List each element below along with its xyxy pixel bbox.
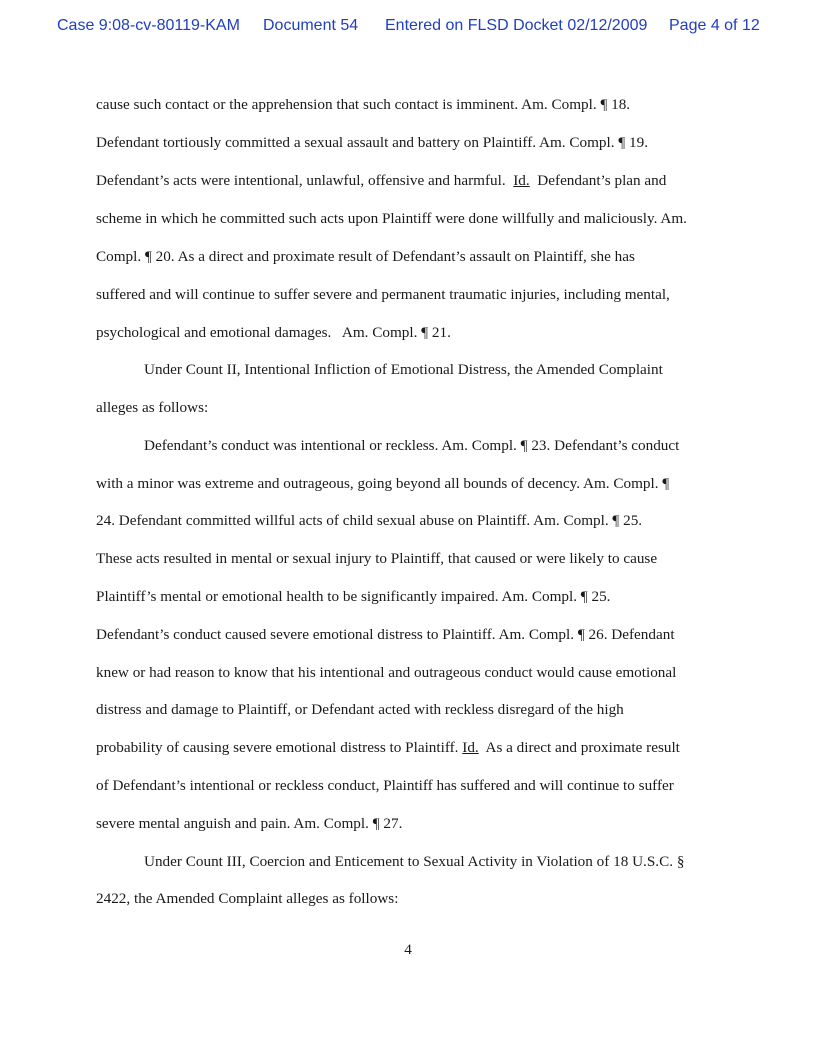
text-line: Defendant’s conduct was intentional or reckless. Am. Compl. ¶ 23. Defendant’s conduct — [144, 437, 680, 454]
text-segment: probability of causing severe emotional distress to Plaintiff. — [96, 739, 463, 756]
docket-header — [0, 17, 816, 39]
header-entered-date: Entered on FLSD Docket 02/12/2009 — [385, 17, 648, 34]
text-line: with a minor was extreme and outrageous, going beyond all bounds of decency. Am. Compl. ¶ — [96, 475, 670, 492]
text-line: distress and damage to Plaintiff, or Defendant acted with reckless disregard of the high — [96, 701, 624, 718]
text-segment: Defendant’s plan and — [529, 172, 667, 189]
text-segment: Defendant’s acts were intentional, unlawful, offensive and harmful. — [96, 172, 514, 189]
text-line: severe mental anguish and pain. Am. Compl. ¶ 27. — [96, 815, 403, 832]
text-line: Defendant tortiously committed a sexual assault and battery on Plaintiff. Am. Compl. ¶ 19. — [96, 134, 648, 151]
text-line: Under Count II, Intentional Infliction of Emotional Distress, the Amended Complaint — [144, 361, 663, 378]
header-case-number: Case 9:08-cv-80119-KAM — [57, 17, 240, 34]
text-line: 2422, the Amended Complaint alleges as follows: — [96, 890, 399, 907]
id-citation: Id. — [513, 172, 530, 189]
text-line: alleges as follows: — [96, 399, 209, 416]
text-line: of Defendant’s intentional or reckless conduct, Plaintiff has suffered and will continue to suffer — [96, 777, 674, 794]
text-line: Defendant’s conduct caused severe emotional distress to Plaintiff. Am. Compl. ¶ 26. Defendant — [96, 626, 675, 643]
page-number: 4 — [404, 941, 412, 958]
text-line: Compl. ¶ 20. As a direct and proximate result of Defendant’s assault on Plaintiff, she has — [96, 248, 635, 265]
id-citation: Id. — [462, 739, 479, 756]
header-document-number: Document 54 — [263, 17, 359, 34]
text-line: suffered and will continue to suffer severe and permanent traumatic injuries, including mental, — [96, 286, 670, 303]
text-line: Plaintiff’s mental or emotional health to be significantly impaired. Am. Compl. ¶ 25. — [96, 588, 611, 605]
text-line — [96, 739, 680, 757]
text-line: cause such contact or the apprehension that such contact is imminent. Am. Compl. ¶ 18. — [96, 96, 631, 113]
text-line: scheme in which he committed such acts upon Plaintiff were done willfully and maliciously. Am. — [96, 210, 687, 227]
text-line — [96, 172, 666, 190]
text-line: psychological and emotional damages. Am. Compl. ¶ 21. — [96, 324, 451, 341]
text-line: Under Count III, Coercion and Enticement to Sexual Activity in Violation of 18 U.S.C. § — [144, 853, 685, 870]
header-page-count: Page 4 of 12 — [669, 17, 760, 34]
text-segment: As a direct and proximate result — [478, 739, 680, 756]
text-line: These acts resulted in mental or sexual injury to Plaintiff, that caused or were likely to cause — [96, 550, 658, 567]
text-line: 24. Defendant committed willful acts of child sexual abuse on Plaintiff. Am. Compl. ¶ 25. — [96, 512, 643, 529]
text-line: knew or had reason to know that his intentional and outrageous conduct would cause emotional — [96, 664, 677, 681]
